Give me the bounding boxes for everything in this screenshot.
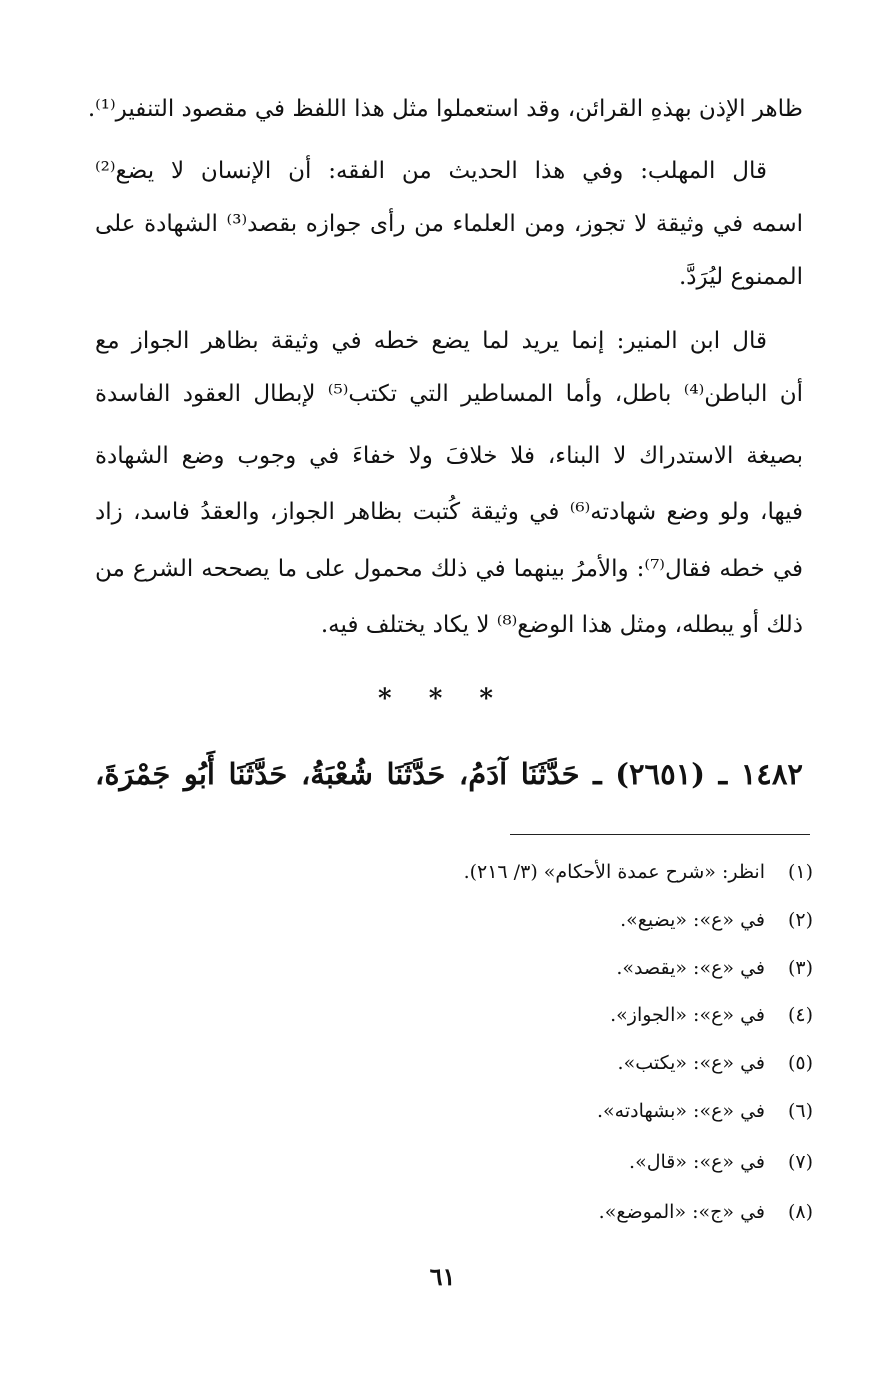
footnote-5 <box>300 1049 813 1077</box>
footnote-number: (٥) <box>787 1052 813 1074</box>
footnote-number: (٨) <box>787 1201 813 1223</box>
body-line-5: قال ابن المنير: إنما يريد لما يضع خطه في وثيقة بظاهر الجواز مع <box>95 328 767 354</box>
body-line-4: الممنوع ليُرَدَّ. <box>678 264 803 290</box>
footnote-8 <box>300 1198 813 1226</box>
footnote-number: (٦) <box>787 1100 813 1122</box>
hadith-heading: ١٤٨٢ ـ (٢٦٥١) ـ حَدَّثَنَا آدَمُ، حَدَّثَنَا شُعْبَةُ، حَدَّثَنَا أَبُو جَمْرَةَ، <box>95 757 803 791</box>
footnote-number: (٧) <box>787 1151 813 1173</box>
body-line-6: أن الباطن⁽⁴⁾ باطل، وأما المساطير التي تكتب⁽⁵⁾ لإبطال العقود الفاسدة <box>95 381 804 407</box>
footnote-7 <box>300 1148 813 1176</box>
footnote-divider <box>510 834 810 835</box>
footnote-number: (٢) <box>787 909 813 931</box>
footnote-4 <box>300 1001 813 1029</box>
footnote-text: في «ع»: «يقصد». <box>616 957 765 979</box>
footnote-number: (٣) <box>787 957 813 979</box>
section-separator: * * * <box>378 684 507 714</box>
footnote-text: في «ع»: «الجواز». <box>610 1004 765 1026</box>
body-line-7: بصيغة الاستدراك لا البناء، فلا خلافَ ولا خفاءَ في وجوب وضع الشهادة <box>95 443 803 469</box>
footnote-text: في «ع»: «بشهادته». <box>597 1100 765 1122</box>
footnote-text: في «ج»: «الموضع». <box>598 1201 765 1223</box>
footnote-2 <box>300 906 813 934</box>
body-line-1: ظاهر الإذن بهذهِ القرائن، وقد استعملوا مثل هذا اللفظ في مقصود التنفير⁽¹⁾. <box>87 96 803 122</box>
footnote-1 <box>300 858 813 886</box>
body-line-9: في خطه فقال⁽⁷⁾: والأمرُ بينهما في ذلك محمول على ما يصححه الشرع من <box>95 556 803 582</box>
footnote-text: في «ع»: «يكتب». <box>617 1052 765 1074</box>
footnote-6 <box>300 1097 813 1125</box>
body-line-2: قال المهلب: وفي هذا الحديث من الفقه: أن الإنسان لا يضع⁽²⁾ <box>95 158 767 184</box>
footnote-3 <box>300 954 813 982</box>
body-line-8: فيها، ولو وضع شهادته⁽⁶⁾ في وثيقة كُتبت بظاهر الجواز، والعقدُ فاسد، زاد <box>95 499 804 525</box>
body-line-3: اسمه في وثيقة لا تجوز، ومن العلماء من رأى جوازه بقصد⁽³⁾ الشهادة على <box>95 211 803 237</box>
footnote-number: (٤) <box>787 1004 813 1026</box>
page-number: ٦١ <box>429 1262 456 1291</box>
footnote-text: في «ع»: «يضيع». <box>620 909 765 931</box>
body-line-10: ذلك أو يبطله، ومثل هذا الوضع⁽⁸⁾ لا يكاد يختلف فيه. <box>320 612 803 638</box>
footnote-text: في «ع»: «قال». <box>629 1151 765 1173</box>
footnote-text: انظر: «شرح عمدة الأحكام» (٣/ ٢١٦). <box>463 861 765 883</box>
footnote-number: (١) <box>787 861 813 883</box>
